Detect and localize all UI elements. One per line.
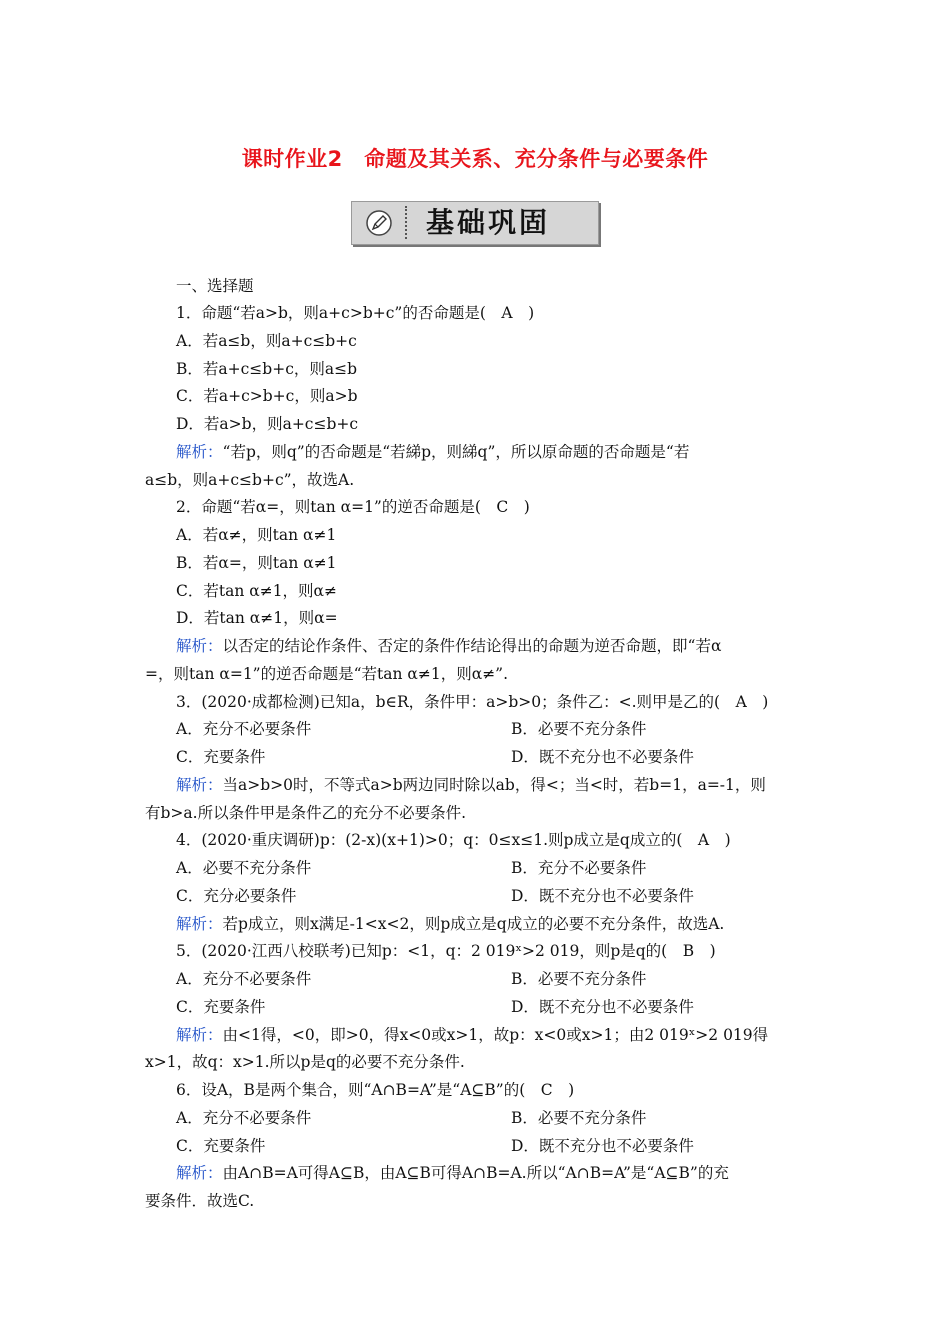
page-title: 课时作业2 命题及其关系、充分条件与必要条件: [241, 147, 709, 171]
analysis-label: 解析：: [176, 1026, 223, 1044]
question-6-stem: 6．设A，B是两个集合，则“A∩B=A”是“A⊆B”的( C ): [176, 1081, 575, 1099]
question-1-option-d: D．若a>b，则a+c≤b+c: [176, 415, 359, 433]
banner-label: 基础巩固: [426, 206, 551, 239]
analysis-label: 解析：: [176, 1164, 223, 1182]
analysis-text: 以否定的结论作条件、否定的条件作结论得出的命题为逆否命题，即“若α: [222, 637, 722, 655]
question-5-option-a: A．充分不必要条件: [176, 970, 312, 988]
analysis-label: 解析：: [176, 637, 223, 655]
question-2-option-b: B．若α=，则tan α≠1: [176, 554, 337, 572]
question-1-analysis: [176, 442, 689, 462]
section-heading: 一、选择题: [176, 277, 254, 295]
analysis-label: 解析：: [176, 776, 223, 794]
analysis-text: “若p，则q”的否命题是“若綈p，则綈q”，所以原命题的否命题是“若: [222, 443, 690, 461]
question-3-analysis-cont: 有b>a.所以条件甲是条件乙的充分不必要条件.: [145, 804, 467, 822]
question-1-option-a: A．若a≤b，则a+c≤b+c: [176, 332, 357, 350]
pencil-icon: [366, 210, 392, 236]
section-banner: [351, 201, 599, 245]
question-5-option-b: B．必要不充分条件: [511, 970, 647, 988]
question-6-option-b: B．必要不充分条件: [511, 1109, 647, 1127]
question-4-option-d: D．既不充分也不必要条件: [511, 887, 694, 905]
question-4-analysis: [176, 914, 724, 934]
question-6-analysis: [176, 1163, 729, 1183]
question-3-option-a: A．充分不必要条件: [176, 720, 312, 738]
question-4-option-b: B．充分不必要条件: [511, 859, 647, 877]
question-4-option-a: A．必要不充分条件: [176, 859, 312, 877]
question-2-option-d: D．若tan α≠1，则α=: [176, 609, 338, 627]
question-5-analysis: [176, 1025, 768, 1045]
question-3-option-d: D．既不充分也不必要条件: [511, 748, 694, 766]
question-1-option-c: C．若a+c>b+c，则a>b: [176, 387, 358, 405]
question-6-analysis-cont: 要条件．故选C.: [145, 1192, 255, 1210]
question-6-option-d: D．既不充分也不必要条件: [511, 1137, 694, 1155]
analysis-label: 解析：: [176, 443, 223, 461]
question-5-stem: 5．(2020·江西八校联考)已知p：<1，q：2 019ˣ>2 019，则p是q的( B ): [176, 942, 716, 960]
question-5-analysis-cont: x>1，故q：x>1.所以p是q的必要不充分条件.: [145, 1053, 465, 1071]
analysis-text: 由A∩B=A可得A⊆B，由A⊆B可得A∩B=A.所以“A∩B=A”是“A⊆B”的充: [222, 1164, 729, 1182]
question-3-option-b: B．必要不充分条件: [511, 720, 647, 738]
analysis-text: 当a>b>0时，不等式a>b两边同时除以ab，得<；当<时，若b=1，a=-1，则: [222, 776, 766, 794]
question-2-analysis: [176, 636, 721, 656]
banner-divider: [405, 206, 407, 239]
question-3-option-c: C．充要条件: [176, 748, 266, 766]
question-2-stem: 2．命题“若α=，则tan α=1”的逆否命题是( C ): [176, 498, 530, 516]
question-1-stem: 1．命题“若a>b，则a+c>b+c”的否命题是( A ): [176, 304, 535, 322]
question-2-option-c: C．若tan α≠1，则α≠: [176, 582, 338, 600]
question-5-option-c: C．充要条件: [176, 998, 266, 1016]
question-6-option-a: A．充分不必要条件: [176, 1109, 312, 1127]
question-5-option-d: D．既不充分也不必要条件: [511, 998, 694, 1016]
question-3-analysis: [176, 775, 766, 795]
question-2-option-a: A．若α≠，则tan α≠1: [176, 526, 337, 544]
analysis-text: 由<1得，<0，即>0，得x<0或x>1，故p：x<0或x>1；由2 019ˣ>2 019得: [222, 1026, 769, 1044]
question-6-option-c: C．充要条件: [176, 1137, 266, 1155]
analysis-text: 若p成立，则x满足-1<x<2，则p成立是q成立的必要不充分条件，故选A.: [222, 915, 725, 933]
analysis-label: 解析：: [176, 915, 223, 933]
question-1-analysis-cont: a≤b，则a+c≤b+c”，故选A.: [145, 471, 355, 489]
question-4-option-c: C．充分必要条件: [176, 887, 297, 905]
question-3-stem: 3．(2020·成都检测)已知a，b∈R，条件甲：a>b>0；条件乙：<.则甲是乙的( A ): [176, 693, 769, 711]
question-4-stem: 4．(2020·重庆调研)p：(2-x)(x+1)>0；q：0≤x≤1.则p成立是q成立的( A ): [176, 831, 731, 849]
question-1-option-b: B．若a+c≤b+c，则a≤b: [176, 360, 358, 378]
question-2-analysis-cont: =，则tan α=1”的逆否命题是“若tan α≠1，则α≠”.: [145, 665, 509, 683]
